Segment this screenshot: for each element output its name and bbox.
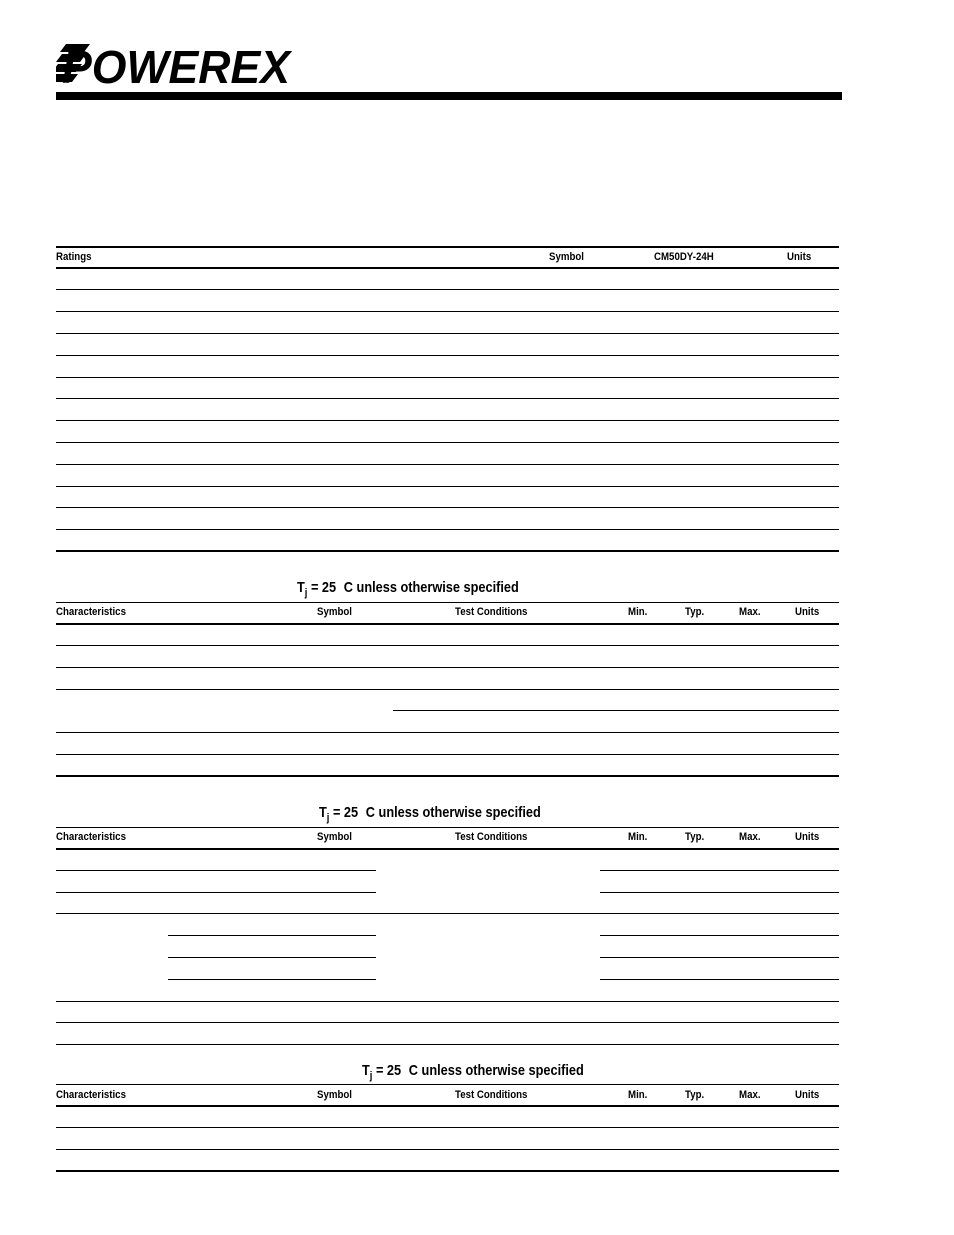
min-header: Min.	[628, 831, 648, 843]
typ-header: Typ.	[685, 606, 705, 618]
symbol-header: Symbol	[317, 831, 352, 843]
section-title: $T_j = 25$ C unless otherwise specified	[362, 1062, 584, 1082]
powerex-logo	[56, 40, 292, 88]
test-conditions-header: Test Conditions	[455, 831, 528, 843]
symbol-header: Symbol	[549, 251, 584, 263]
section-title: $T_j = 25$ C unless otherwise specified	[297, 579, 519, 599]
units-header: Units	[787, 251, 812, 263]
units-header: Units	[795, 1089, 820, 1101]
typ-header: Typ.	[685, 1089, 705, 1101]
typ-header: Typ.	[685, 831, 705, 843]
max-header: Max.	[739, 831, 761, 843]
max-header: Max.	[739, 1089, 761, 1101]
characteristics-header: Characteristics	[56, 1089, 126, 1101]
symbol-header: Symbol	[317, 1089, 352, 1101]
header-rule	[56, 92, 842, 100]
svg-text:POWEREX: POWEREX	[62, 41, 292, 88]
ratings-header: Ratings	[56, 251, 92, 263]
units-header: Units	[795, 831, 820, 843]
section-title: $T_j = 25$ C unless otherwise specified	[319, 804, 541, 824]
max-header: Max.	[739, 606, 761, 618]
characteristics-header: Characteristics	[56, 831, 126, 843]
min-header: Min.	[628, 1089, 648, 1101]
units-header: Units	[795, 606, 820, 618]
characteristics-header: Characteristics	[56, 606, 126, 618]
symbol-header: Symbol	[317, 606, 352, 618]
test-conditions-header: Test Conditions	[455, 606, 528, 618]
part-number-header: CM50DY-24H	[654, 251, 714, 263]
test-conditions-header: Test Conditions	[455, 1089, 528, 1101]
min-header: Min.	[628, 606, 648, 618]
